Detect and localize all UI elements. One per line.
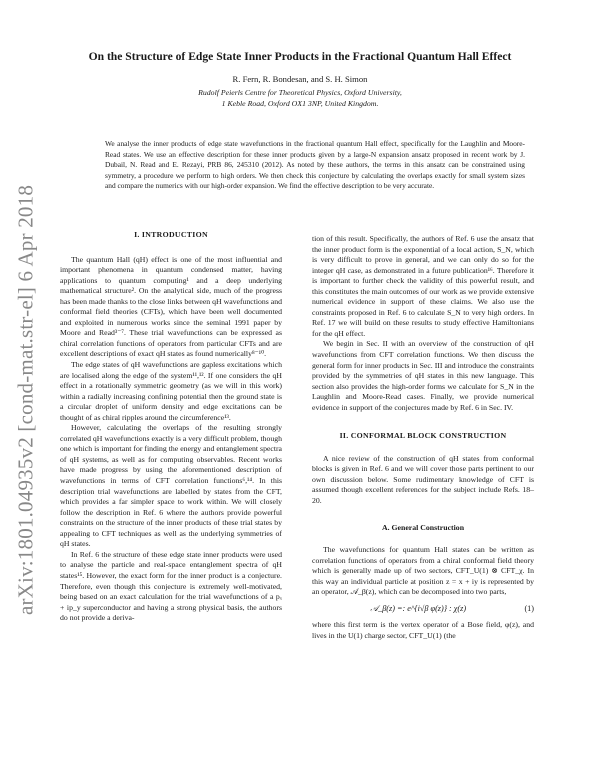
paragraph: The wavefunctions for quantum Hall states can be written as correlation functions of operators from a chiral conformal field theory which is generally made up of two sectors, CFT_U(1) ⊗ CFT_χ. In this way an individual particle at position z = x + iy is represented by an operator, 𝒜_β(z), which can be decomposed into two parts, (312, 545, 534, 597)
left-column (60, 230, 282, 624)
paragraph: The edge states of qH wavefunctions are gapless excitations which are localised along the edge of the system¹¹,¹². If one considers the qH effect in a rotationally symmetric geometry (as we will in this work) within a radially increasing confining potential then the ground state is a circular droplet of uniform density and edge excitations can be thought of as chiral ripples around the circumference¹³. (60, 360, 282, 422)
right-column (312, 234, 534, 642)
arxiv-stamp (13, 184, 38, 616)
paragraph: A nice review of the construction of qH states from conformal blocks is given in Ref. 6 and we will cover those parts pertinent to our own discussion below. Some rudimentary knowledge of CFT is assumed though excellent references for the subject include Refs. 18–20. (312, 453, 534, 506)
subsection-heading-general-construction: A. General Construction (381, 522, 465, 532)
arxiv-stamp-text: arXiv:1801.04935v2 [cond-mat.str-el] 6 Apr 2018 (13, 184, 38, 616)
affiliation (0, 87, 600, 109)
affiliation-line-1: Rudolf Peierls Centre for Theoretical Physics, Oxford University, (198, 88, 402, 97)
section-heading-conformal-block: II. CONFORMAL BLOCK CONSTRUCTION (339, 431, 507, 441)
paragraph: We begin in Sec. II with an overview of the construction of qH wavefunctions from CFT correlation functions. We then discuss the general form for inner products in Sec. III and introduce the constraints provided by the symmetries of qH states in this new language. This section also provides the high-order forms we calculate for S_N in the Laughlin and Moore-Read cases. Finally, we provide numerical evidence in support of the conjectures made by Ref. 6 in Sec. IV. (312, 339, 534, 412)
abstract: We analyse the inner products of edge state wavefunctions in the fractional quantum Hall effect, specifically for the Laughlin and Moore-Read states. We use an effective description for these inner products given by a large-N expansion ansatz proposed in recent work by J. Dubail, N. Read and E. Rezayi, PRB 86, 245310 (2012). As noted by these authors, the terms in this ansatz can be constrained using symmetry, a procedure we perform to high orders. We then check this conjecture by calculating the overlaps exactly for small system sizes and compare the numerics with our high-order expansion. We find the effective description to be very accurate. (105, 139, 525, 191)
paragraph: tion of this result. Specifically, the authors of Ref. 6 use the ansatz that the inner product form is the exponential of a local action, S_N, which is very difficult to prove in general, and we can only do so for the integer qH case, as demonstrated in a future publication¹⁶. Therefore it is important to further check the validity of this powerful result, and this constitutes the main outcomes of our work as we provide extensive numerical evidence in support of these claims. We also use the constraints proposed in Ref. 6 to calculate S_N to very high orders. In Ref. 17 we will build on these results to study effective Hamiltonians for the qH effect. (312, 234, 534, 338)
paragraph: where this first term is the vertex operator of a Bose field, φ(z), and lives in the U(1) charge sector, CFT_U(1) (the (312, 620, 534, 640)
paragraph: The quantum Hall (qH) effect is one of the most influential and important phenomena in quantum condensed matter, having applications to quantum computing¹ and a deep underlying mathematical structure². On the analytical side, much of the progress has been made thanks to the close links between qH wavefunctions and conformal field theories (CFTs), which have been well documented and exploited in numerous works since the seminal 1991 paper by Moore and Read³⁻⁷. These trial wavefunctions can be expressed as chiral correlation functions of operators from particular CFTs and are excellent descriptions of exact qH states as found numerically⁸⁻¹⁰. (60, 254, 282, 359)
paper-title: On the Structure of Edge State Inner Products in the Fractional Quantum Hall Effect (88, 50, 512, 63)
equation-body: 𝒜_β(z) =: e^{i√β φ(z)} : χ(z) (370, 603, 467, 613)
paragraph: However, calculating the overlaps of the resulting strongly correlated qH wavefunctions exactly is a very difficult problem, though one which is important for finding the energy and entanglement spectra of qH systems, as well as for computing observables. Recent works have made progress by using the aforementioned description of wavefunctions in terms of CFT correlation functions⁶,¹⁴. In this description trial wavefunctions are labelled by states from the CFT, which provides a far simpler space to work within. We will closely follow the description in Ref. 6 where the authors provide powerful constraints on the structure of the inner products of these trial states by appealing to CFT techniques as well as the underlying symmetries of qH states. (60, 423, 282, 549)
equation-number: (1) (524, 603, 534, 613)
paragraph: In Ref. 6 the structure of these edge state inner products were used to analyse the particle and real-space entanglement spectra of qH states¹⁵. However, the exact form for the inner product is a conjecture. Therefore, even though this conjecture is extremely well-motivated, being based on an exact calculation for the trial wavefunctions of a pₓ + ip_y superconductor and having a strong physical basis, the authors do not provide a deriva- (60, 549, 282, 623)
authors: R. Fern, R. Bondesan, and S. H. Simon (232, 74, 368, 84)
section-heading-introduction: I. INTRODUCTION (134, 230, 208, 239)
affiliation-line-2: 1 Keble Road, Oxford OX1 3NP, United Kingdom. (221, 99, 379, 108)
equation-1 (312, 604, 534, 615)
